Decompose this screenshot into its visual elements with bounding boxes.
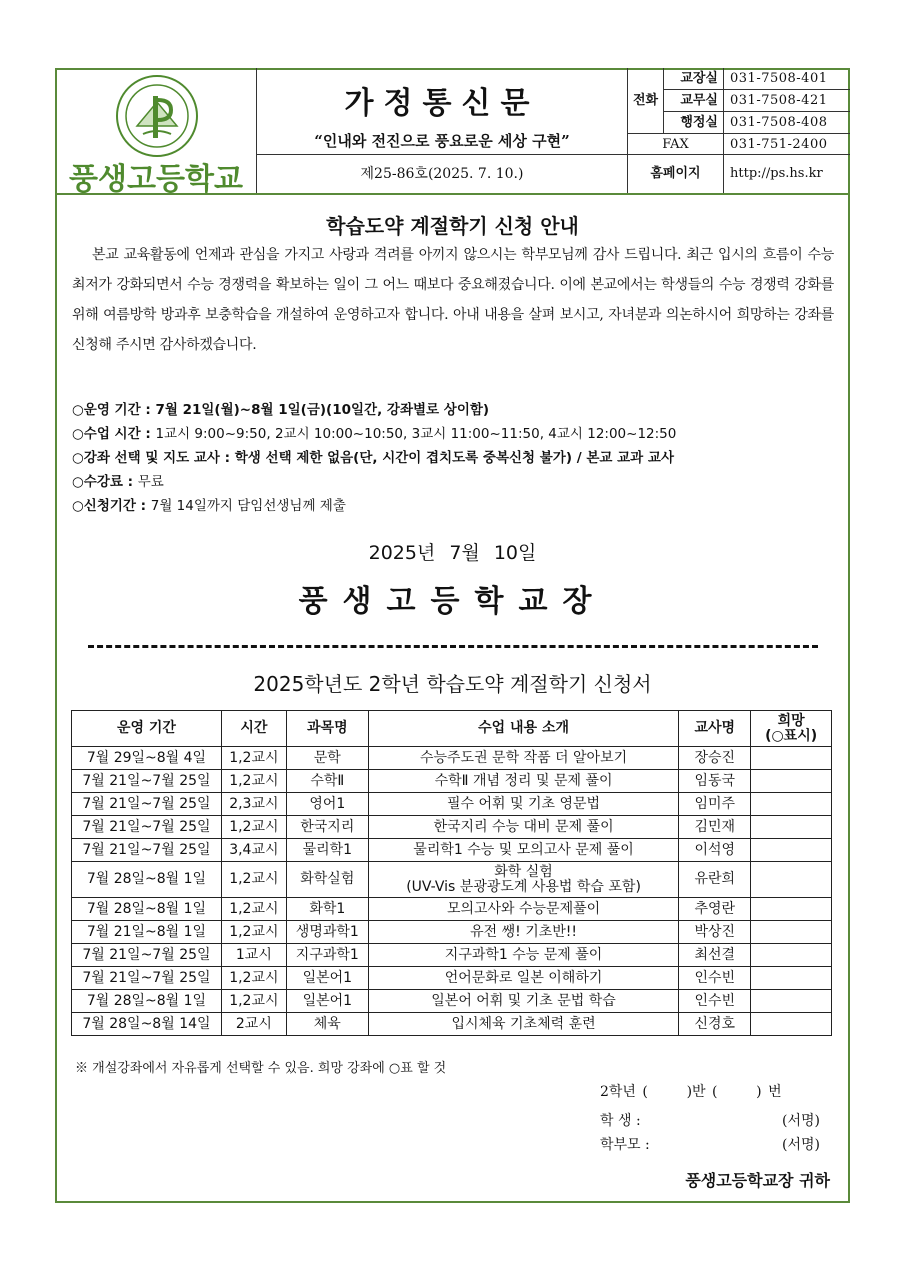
cell-time: 1,2교시 [221, 747, 286, 770]
table-row [72, 747, 832, 770]
table-row [72, 839, 832, 862]
cell-teacher: 인수빈 [679, 967, 751, 990]
cell-teacher: 신경호 [679, 1013, 751, 1036]
info-text: 무료 [137, 474, 164, 490]
table-row [72, 793, 832, 816]
info-text: 7월 14일까지 담임선생님께 제출 [150, 498, 346, 514]
cell-time: 1,2교시 [221, 862, 286, 898]
title-cell [257, 68, 628, 155]
notice-title: 학습도약 계절학기 신청 안내 [326, 214, 579, 238]
cell-period: 7월 28일~8월 14일 [72, 1013, 222, 1036]
cell-time: 1,2교시 [221, 898, 286, 921]
student-sign-label: (서명) [782, 1113, 820, 1129]
cell-description: 지구과학1 수능 문제 풀이 [368, 944, 679, 967]
table-row [72, 816, 832, 839]
info-text: 1교시 9:00~9:50, 2교시 10:00~10:50, 3교시 11:00~11:50, 4교시 12:00~12:50 [155, 426, 677, 442]
form-note: ※ 개설강좌에서 자유롭게 선택할 수 있음. 희망 강좌에 ○표 할 것 [75, 1061, 447, 1076]
contact-label: 교무실 [664, 90, 724, 112]
cell-subject: 문학 [286, 747, 368, 770]
cell-wish[interactable] [751, 967, 832, 990]
cell-subject: 수학Ⅱ [286, 770, 368, 793]
cell-description: 수능주도권 문학 작품 더 알아보기 [368, 747, 679, 770]
cell-time: 2교시 [221, 1013, 286, 1036]
cell-subject: 일본어1 [286, 990, 368, 1013]
fax-row [628, 134, 850, 155]
info-item [72, 446, 842, 470]
cell-description: 입시체육 기초체력 훈련 [368, 1013, 679, 1036]
cell-description: 수학Ⅱ 개념 정리 및 문제 풀이 [368, 770, 679, 793]
info-text: 학생 선택 제한 없음(단, 시간이 겹치도록 중복신청 불가) / 본교 교과 교사 [234, 450, 674, 466]
cell-subject: 지구과학1 [286, 944, 368, 967]
info-item [72, 494, 842, 518]
cell-wish[interactable] [751, 793, 832, 816]
table-row [72, 990, 832, 1013]
cell-wish[interactable] [751, 921, 832, 944]
cell-teacher: 인수빈 [679, 990, 751, 1013]
col-header-description: 수업 내용 소개 [368, 711, 679, 747]
cell-teacher: 박상진 [679, 921, 751, 944]
table-row [72, 921, 832, 944]
contact-row [664, 68, 850, 90]
issue-number: 제25-86호(2025. 7. 10.) [257, 155, 628, 193]
school-name: 풍생고등학교 [69, 162, 243, 197]
col-header-time: 시간 [221, 711, 286, 747]
cell-time: 1,2교시 [221, 770, 286, 793]
fax-label: FAX [628, 134, 724, 155]
col-header-teacher: 교사명 [679, 711, 751, 747]
col-header-wish: 희망 (○표시) [751, 711, 832, 747]
info-label: ○운영 기간 : [72, 402, 156, 418]
cell-time: 1,2교시 [221, 816, 286, 839]
cell-teacher: 장승진 [679, 747, 751, 770]
cell-time: 2,3교시 [221, 793, 286, 816]
cut-line [88, 645, 818, 648]
info-label: ○강좌 선택 및 지도 교사 : [72, 450, 235, 466]
contact-row [664, 90, 850, 112]
cell-subject: 화학실험 [286, 862, 368, 898]
cell-period: 7월 28일~8월 1일 [72, 862, 222, 898]
homepage-label: 홈페이지 [628, 155, 724, 193]
table-body [72, 747, 832, 1036]
cell-teacher: 이석영 [679, 839, 751, 862]
newsletter-title: 가정통신문 [344, 86, 540, 121]
contact-number: 031-7508-408 [730, 115, 828, 130]
cell-teacher: 김민재 [679, 816, 751, 839]
letterhead [55, 68, 850, 195]
intro-paragraph: 본교 교육활동에 언제과 관심을 가지고 사랑과 격려를 아끼지 않으시는 학부모님께 감사 드립니다. 최근 입시의 흐름이 수능 최저가 강화되면서 수능 경쟁력을 확보하는 일이 그 어느 때보다 중요해졌습니다. 이에 본교에서는 학생들의 수능 경쟁력 강화를 위해 여름방학 방과후 보충학습을 개설하여 운영하고자 합니다. 아내 내용을 살펴 보시고, 자녀분과 의논하시어 희망하는 강좌를 신청해 주시면 감사하겠습니다. [72, 247, 834, 353]
info-label: ○수강료 : [72, 474, 138, 490]
cell-wish[interactable] [751, 839, 832, 862]
principal-signature: 풍생고등학교장 [298, 584, 607, 619]
class-number-field[interactable]: 2학년 ( )반 ( ) 번 [600, 1084, 782, 1100]
parent-label: 학부모 : [600, 1137, 650, 1153]
cell-period: 7월 21일~7월 25일 [72, 944, 222, 967]
table-row [72, 862, 832, 898]
cell-description: 유전 쌩! 기초반!! [368, 921, 679, 944]
cell-description: 필수 어휘 및 기초 영문법 [368, 793, 679, 816]
cell-period: 7월 21일~7월 25일 [72, 793, 222, 816]
student-sign-row[interactable] [600, 1110, 820, 1130]
cell-time: 3,4교시 [221, 839, 286, 862]
cell-wish[interactable] [751, 898, 832, 921]
fax-number: 031-751-2400 [730, 137, 828, 152]
contact-number: 031-7508-401 [730, 71, 828, 86]
cell-time: 1,2교시 [221, 921, 286, 944]
cell-wish[interactable] [751, 747, 832, 770]
course-table [71, 710, 832, 1036]
table-row [72, 770, 832, 793]
school-emblem-icon [115, 74, 199, 158]
cell-wish[interactable] [751, 990, 832, 1013]
cell-period: 7월 21일~7월 25일 [72, 816, 222, 839]
table-row [72, 1013, 832, 1036]
info-text: 7월 21일(월)~8월 1일(금)(10일간, 강좌별로 상이함) [155, 402, 490, 418]
parent-sign-row[interactable] [600, 1134, 820, 1154]
cell-time: 1교시 [221, 944, 286, 967]
cell-wish[interactable] [751, 862, 832, 898]
cell-teacher: 유란희 [679, 862, 751, 898]
parent-sign-label: (서명) [782, 1137, 820, 1153]
cell-subject: 영어1 [286, 793, 368, 816]
cell-teacher: 추영란 [679, 898, 751, 921]
cell-teacher: 임미주 [679, 793, 751, 816]
info-label: ○신청기간 : [72, 498, 151, 514]
cell-description: 언어문화로 일본 이해하기 [368, 967, 679, 990]
cell-teacher: 임동국 [679, 770, 751, 793]
info-item [72, 422, 842, 446]
cell-period: 7월 28일~8월 1일 [72, 990, 222, 1013]
table-row [72, 944, 832, 967]
info-label: ○수업 시간 : [72, 426, 156, 442]
cell-period: 7월 21일~7월 25일 [72, 770, 222, 793]
table-row [72, 898, 832, 921]
cell-teacher: 최선결 [679, 944, 751, 967]
issue-date: 2025년 7월 10일 [368, 542, 537, 564]
cell-period: 7월 29일~8월 4일 [72, 747, 222, 770]
homepage-link[interactable]: http://ps.hs.kr [730, 166, 823, 181]
cell-description: 한국지리 수능 대비 문제 풀이 [368, 816, 679, 839]
info-item [72, 470, 842, 494]
cell-period: 7월 21일~7월 25일 [72, 967, 222, 990]
col-header-period: 운영 기간 [72, 711, 222, 747]
form-closing: 풍생고등학교장 귀하 [685, 1171, 830, 1190]
table-row [72, 967, 832, 990]
cell-wish[interactable] [751, 816, 832, 839]
cell-wish[interactable] [751, 944, 832, 967]
cell-period: 7월 21일~7월 25일 [72, 839, 222, 862]
phone-label: 전화 [628, 68, 664, 134]
cell-period: 7월 21일~8월 1일 [72, 921, 222, 944]
school-motto: “인내와 전진으로 풍요로운 세상 구현” [314, 132, 570, 150]
cell-wish[interactable] [751, 770, 832, 793]
col-header-subject: 과목명 [286, 711, 368, 747]
cell-time: 1,2교시 [221, 990, 286, 1013]
cell-subject: 물리학1 [286, 839, 368, 862]
info-item [72, 398, 842, 422]
form-title: 2025학년도 2학년 학습도약 계절학기 신청서 [253, 672, 652, 696]
contact-label: 교장실 [664, 68, 724, 90]
cell-description: 모의고사와 수능문제풀이 [368, 898, 679, 921]
cell-description: 화학 실험 (UV-Vis 분광광도계 사용법 학습 포함) [368, 862, 679, 898]
school-logo-cell [55, 68, 257, 197]
info-list [72, 398, 842, 518]
cell-description: 물리학1 수능 및 모의고사 문제 풀이 [368, 839, 679, 862]
contact-label: 행정실 [664, 112, 724, 134]
cell-period: 7월 28일~8월 1일 [72, 898, 222, 921]
student-label: 학 생 : [600, 1113, 641, 1129]
homepage-row [628, 155, 850, 193]
cell-wish[interactable] [751, 1013, 832, 1036]
cell-subject: 체육 [286, 1013, 368, 1036]
cell-subject: 일본어1 [286, 967, 368, 990]
cell-subject: 한국지리 [286, 816, 368, 839]
table-header-row [72, 711, 832, 747]
cell-description: 일본어 어휘 및 기초 문법 학습 [368, 990, 679, 1013]
contact-row [664, 112, 850, 134]
cell-subject: 생명과학1 [286, 921, 368, 944]
cell-time: 1,2교시 [221, 967, 286, 990]
contact-number: 031-7508-421 [730, 93, 828, 108]
cell-subject: 화학1 [286, 898, 368, 921]
